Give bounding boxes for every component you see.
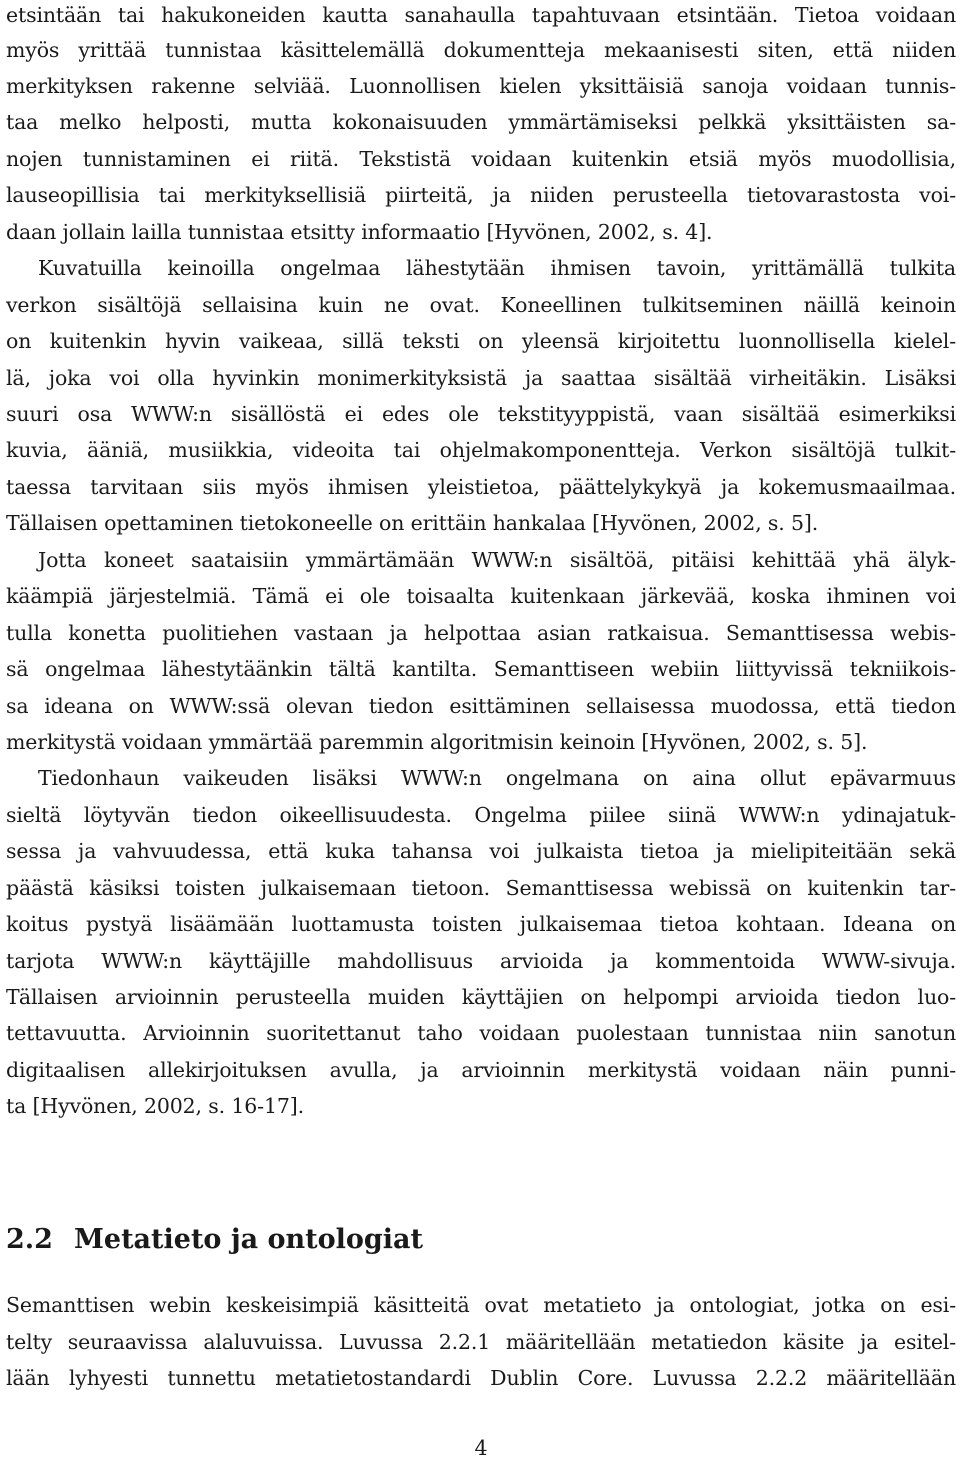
text-line: kuvia, ääniä, musiikkia, videoita tai ohjelmakomponentteja. Verkon sisältöjä tulkit-: [6, 438, 956, 462]
text-line: suuri osa WWW:n sisällöstä ei edes ole tekstityyppistä, vaan sisältää esimerkiksi: [6, 402, 956, 426]
text-line: taessa tarvitaan siis myös ihmisen yleistietoa, päättelykykyä ja kokemusmaailmaa.: [6, 475, 956, 499]
text-line: digitaalisen allekirjoituksen avulla, ja arvioinnin merkitystä voidaan näin punni-: [6, 1058, 956, 1082]
text-line: Tällaisen opettaminen tietokoneelle on erittäin hankalaa [Hyvönen, 2002, s. 5].: [6, 511, 819, 535]
text-line: daan jollain lailla tunnistaa etsitty informaatio [Hyvönen, 2002, s. 4].: [6, 220, 713, 244]
text-line: sä ongelmaa lähestytäänkin tältä kantilta. Semanttiseen webiin liittyvissä tekniikois-: [6, 657, 956, 681]
text-line: Tiedonhaun vaikeuden lisäksi WWW:n ongelmana on aina ollut epävarmuus: [38, 766, 956, 790]
text-line: on kuitenkin hyvin vaikeaa, sillä teksti on yleensä kirjoitettu luonnollisella kielel-: [6, 329, 956, 353]
text-line: koitus pystyä lisäämään luottamusta toisten julkaisemaa tietoa kohtaan. Ideana on: [6, 912, 956, 936]
section-number: 2.2: [6, 1224, 53, 1255]
text-line: lä, joka voi olla hyvinkin monimerkityksistä ja saattaa sisältää virheitäkin. Lisäksi: [6, 366, 956, 390]
section-title: Metatieto ja ontologiat: [74, 1224, 423, 1255]
text-line: taa melko helposti, mutta kokonaisuuden ymmärtämiseksi pelkkä yksittäisten sa-: [6, 110, 956, 134]
text-line: sieltä löytyvän tiedon oikeellisuudesta. Ongelma piilee siinä WWW:n ydinajatuk-: [6, 803, 956, 827]
text-line: myös yrittää tunnistaa käsittelemällä dokumentteja mekaanisesti siten, että niiden: [6, 38, 956, 62]
text-line: etsintään tai hakukoneiden kautta sanahaulla tapahtuvaan etsintään. Tietoa voidaan: [6, 3, 956, 27]
text-line: nojen tunnistaminen ei riitä. Tekstistä voidaan kuitenkin etsiä myös muodollisia,: [6, 147, 956, 171]
text-line: merkitystä voidaan ymmärtää paremmin algoritmisin keinoin [Hyvönen, 2002, s. 5].: [6, 730, 868, 754]
text-line: lauseopillisia tai merkityksellisiä piirteitä, ja niiden perusteella tietovarastosta voi-: [6, 183, 956, 207]
text-line: käämpiä järjestelmiä. Tämä ei ole toisaalta kuitenkaan järkevää, koska ihminen voi: [6, 584, 956, 608]
text-line: tarjota WWW:n käyttäjille mahdollisuus arvioida ja kommentoida WWW-sivuja.: [6, 949, 956, 973]
text-line: merkityksen rakenne selviää. Luonnollisen kielen yksittäisiä sanoja voidaan tunnis-: [6, 74, 956, 98]
text-line: Semanttisen webin keskeisimpiä käsitteitä ovat metatieto ja ontologiat, jotka on esi-: [6, 1293, 956, 1317]
text-line: lään lyhyesti tunnettu metatietostandardi Dublin Core. Luvussa 2.2.2 määritellään: [6, 1366, 956, 1390]
section-heading: [6, 1223, 423, 1257]
text-line: ta [Hyvönen, 2002, s. 16-17].: [6, 1094, 304, 1118]
text-line: verkon sisältöjä sellaisina kuin ne ovat. Koneellinen tulkitseminen näillä keinoin: [6, 293, 956, 317]
text-line: sessa ja vahvuudessa, että kuka tahansa voi julkaista tietoa ja mielipiteitään sekä: [6, 839, 956, 863]
text-line: sa ideana on WWW:ssä olevan tiedon esittäminen sellaisessa muodossa, että tiedon: [6, 694, 956, 718]
text-line: Jotta koneet saataisiin ymmärtämään WWW:n sisältöä, pitäisi kehittää yhä älyk-: [38, 548, 956, 572]
text-line: tettavuutta. Arvioinnin suoritettanut taho voidaan puolestaan tunnistaa niin sanotun: [6, 1021, 956, 1045]
text-line: tulla konetta puolitiehen vastaan ja helpottaa asian ratkaisua. Semanttisessa webis-: [6, 621, 956, 645]
text-line: päästä käsiksi toisten julkaisemaan tietoon. Semanttisessa webissä on kuitenkin tar-: [6, 876, 956, 900]
text-line: Tällaisen arvioinnin perusteella muiden käyttäjien on helpompi arvioida tiedon luo-: [6, 985, 956, 1009]
text-line: telty seuraavissa alaluvuissa. Luvussa 2.2.1 määritellään metatiedon käsite ja esitel-: [6, 1330, 956, 1354]
text-line: Kuvatuilla keinoilla ongelmaa lähestytään ihmisen tavoin, yrittämällä tulkita: [38, 256, 956, 280]
page-number: 4: [474, 1436, 488, 1460]
